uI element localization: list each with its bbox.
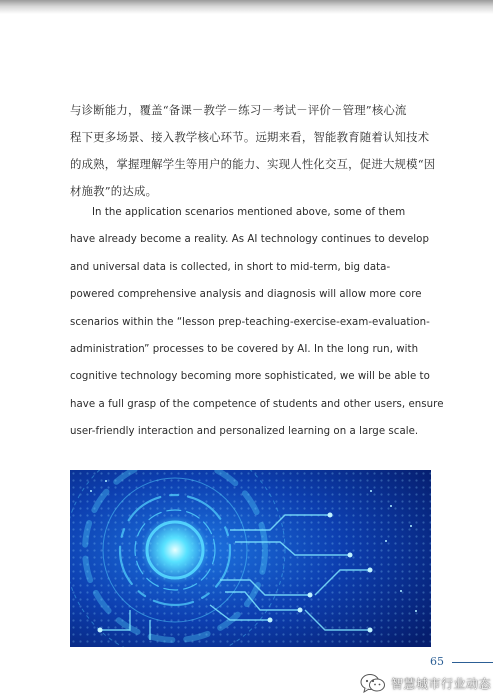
watermark — [360, 670, 491, 696]
chinese-paragraph-line: 材施教”的达成。 — [70, 184, 158, 198]
english-paragraph-line: administration” processes to be covered by AI. In the long run, with — [70, 343, 419, 355]
scan-top-shadow — [0, 0, 493, 14]
page-number-rule — [452, 662, 493, 663]
english-paragraph-line: user-friendly interaction and personalized learning on a large scale. — [70, 426, 419, 438]
watermark-text: 智慧城市行业动态 — [391, 676, 492, 691]
chinese-paragraph-line: 与诊断能力，覆盖“备课－教学－练习－考试－评价－管理”核心流 — [70, 103, 407, 117]
english-paragraph-line: powered comprehensive analysis and diagnosis will allow more core — [70, 289, 422, 301]
ai-circuit-illustration — [70, 470, 431, 647]
english-paragraph-line: and universal data is collected, in short to mid-term, big data- — [70, 261, 391, 273]
english-paragraph-line: scenarios within the “lesson prep-teaching-exercise-exam-evaluation- — [70, 316, 430, 328]
chinese-paragraph-line: 程下更多场景、接入教学核心环节。远期来看，智能教育随着认知技术 — [70, 130, 430, 144]
chinese-paragraph-line: 的成熟，掌握理解学生等用户的能力、实现人性化交互，促进大规模“因 — [70, 157, 436, 171]
english-paragraph — [70, 199, 444, 446]
wechat-icon — [360, 673, 386, 693]
english-paragraph-line: In the application scenarios mentioned above, some of them — [92, 207, 406, 218]
english-paragraph-line: have already become a reality. As AI technology continues to develop — [70, 234, 429, 246]
page-number: 65 — [430, 655, 444, 668]
english-paragraph-line: have a full grasp of the competence of students and other users, ensure — [70, 398, 444, 410]
english-paragraph-line: cognitive technology becoming more sophisticated, we will be able to — [70, 371, 430, 383]
